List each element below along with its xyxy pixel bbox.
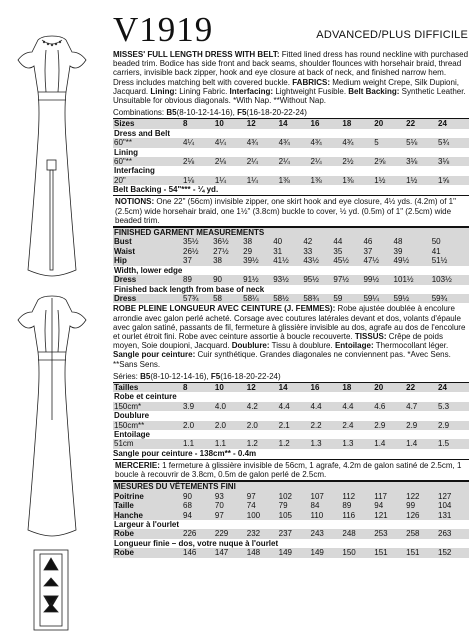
row-label: Dress bbox=[113, 275, 182, 284]
yardage-cell: 4¾ bbox=[310, 138, 342, 147]
entoilage-label: Entoilage: bbox=[334, 341, 374, 351]
yardage-cell: 5⅛ bbox=[405, 138, 437, 147]
row-label: Bust bbox=[113, 237, 182, 246]
pattern-number: V1919 bbox=[113, 10, 214, 49]
measurement-row bbox=[113, 492, 469, 501]
measurement-cell: 70 bbox=[214, 501, 246, 510]
interfacing-label: Interfacing: bbox=[229, 86, 274, 96]
fr-description-body: Robe ajustée doublée à encolure arrondie avec galon perlé acheté. Corsage avec coutures latérales devant et dos, volants d'épaule avec galon satiné, passants de fil, fermeture à glissière invisible au dos, agrafe au dos de l'encolure et ourlet étroit fini. Robe avec ceinture assortie à boucle recouverte. bbox=[113, 304, 466, 341]
measurement-cell: 59½ bbox=[393, 294, 431, 303]
measurement-row bbox=[113, 247, 469, 256]
yardage-cell: 1½ bbox=[405, 176, 437, 185]
dress-line-drawings bbox=[0, 0, 105, 637]
yardage-row bbox=[113, 439, 469, 448]
section-row bbox=[113, 430, 469, 439]
measurement-row bbox=[113, 511, 469, 520]
measurement-cell: 45½ bbox=[332, 256, 362, 265]
measurement-cell: 31 bbox=[272, 247, 302, 256]
finished-title: FINISHED GARMENT MEASUREMENTS bbox=[113, 228, 469, 238]
size-header-cell: 20 bbox=[373, 119, 405, 129]
section-label: Finished back length from base of neck bbox=[113, 285, 469, 294]
section-label: Lining bbox=[113, 148, 469, 157]
measurement-cell: 93½ bbox=[272, 275, 302, 284]
yardage-cell: 1.4 bbox=[405, 439, 437, 448]
lining-label: Lining: bbox=[150, 86, 178, 96]
combinations-line bbox=[113, 108, 469, 117]
yardage-cell: 2¼ bbox=[310, 157, 342, 166]
size-header-cell: 14 bbox=[278, 119, 310, 129]
measurement-cell: 47½ bbox=[362, 256, 392, 265]
yardage-cell: 1¼ bbox=[246, 176, 278, 185]
measurement-cell: 58¾ bbox=[302, 294, 332, 303]
yardage-cell: 1.1 bbox=[182, 439, 214, 448]
yardage-cell: 3⅛ bbox=[437, 157, 469, 166]
size-header-cell: 8 bbox=[182, 119, 214, 129]
measurement-cell: 90 bbox=[212, 275, 242, 284]
measurement-cell: 110 bbox=[310, 511, 342, 520]
measurement-cell: 43½ bbox=[302, 256, 332, 265]
measurement-cell: 121 bbox=[373, 511, 405, 520]
row-label: Dress bbox=[113, 294, 182, 303]
yardage-cell: 4.7 bbox=[405, 402, 437, 411]
size-header-cell: 18 bbox=[341, 382, 373, 392]
finished-title-row bbox=[113, 228, 469, 238]
measurement-cell: 152 bbox=[437, 548, 469, 557]
measurement-cell: 105 bbox=[278, 511, 310, 520]
yardage-cell: 4.0 bbox=[214, 402, 246, 411]
measurement-cell: 229 bbox=[214, 529, 246, 538]
measurement-cell: 58½ bbox=[272, 294, 302, 303]
measurement-cell: 148 bbox=[246, 548, 278, 557]
yardage-cell: 2.4 bbox=[341, 421, 373, 430]
measurement-cell: 147 bbox=[214, 548, 246, 557]
measurement-cell: 97 bbox=[214, 511, 246, 520]
measurement-cell: 42 bbox=[302, 237, 332, 246]
combo-f5-sizes: (16-18-20-22-24) bbox=[246, 108, 307, 118]
size-header-cell: 24 bbox=[437, 382, 469, 392]
measurement-cell: 248 bbox=[341, 529, 373, 538]
yardage-cell: 1⅝ bbox=[437, 176, 469, 185]
measurement-cell: 126 bbox=[405, 511, 437, 520]
entoilage-text: Thermocollant léger. bbox=[375, 341, 449, 351]
section-label: Interfacing bbox=[113, 166, 469, 175]
section-label: Largeur à l'ourlet bbox=[113, 520, 469, 529]
measurement-cell: 151 bbox=[405, 548, 437, 557]
yardage-cell: 1.3 bbox=[341, 439, 373, 448]
measurement-cell: 116 bbox=[341, 511, 373, 520]
measurement-cell: 112 bbox=[341, 492, 373, 501]
yardage-row bbox=[113, 176, 469, 185]
yardage-cell: 4¼ bbox=[182, 138, 214, 147]
measurement-cell: 150 bbox=[341, 548, 373, 557]
measurement-cell: 48 bbox=[393, 237, 431, 246]
series-line bbox=[113, 372, 469, 381]
yardage-cell: 1.2 bbox=[246, 439, 278, 448]
measurement-cell: 122 bbox=[405, 492, 437, 501]
belt-backing-text: Synthetic Leather. Unsuitable for obvious diagonals. *With Nap. **Without Nap. bbox=[113, 86, 466, 106]
size-header-cell: 16 bbox=[310, 382, 342, 392]
combo-b5-sizes: (8-10-12-14-16), bbox=[176, 108, 238, 118]
measurement-cell: 117 bbox=[373, 492, 405, 501]
row-label: Waist bbox=[113, 247, 182, 256]
measurement-cell: 127 bbox=[437, 492, 469, 501]
measurement-cell: 94 bbox=[182, 511, 214, 520]
measurement-cell: 27½ bbox=[212, 247, 242, 256]
row-label: Poitrine bbox=[113, 492, 182, 501]
section-label: Entoilage bbox=[113, 430, 469, 439]
envelope-content bbox=[113, 50, 469, 558]
yardage-cell: 4.2 bbox=[246, 402, 278, 411]
row-label: 60"** bbox=[113, 157, 182, 166]
sangle-row: Sangle pour ceinture - 138cm** - 0.4m bbox=[113, 448, 257, 458]
size-header-cell: 20 bbox=[373, 382, 405, 392]
finished-title-row bbox=[113, 482, 469, 492]
yardage-cell: 1⅜ bbox=[278, 176, 310, 185]
row-label: 150cm** bbox=[113, 421, 182, 430]
measurement-cell: 33 bbox=[302, 247, 332, 256]
yardage-row bbox=[113, 157, 469, 166]
section-row bbox=[113, 148, 469, 157]
measurement-cell: 97½ bbox=[332, 275, 362, 284]
measurement-cell: 41 bbox=[431, 247, 469, 256]
section-label: Robe et ceinture bbox=[113, 392, 469, 401]
yardage-cell: 2¼ bbox=[278, 157, 310, 166]
section-label: Width, lower edge bbox=[113, 266, 469, 275]
description-title: MISSES' FULL LENGTH DRESS WITH BELT: bbox=[113, 50, 280, 59]
belt-backing-row: Belt Backing - 54"*** - ¼ yd. bbox=[113, 185, 219, 195]
measurement-cell: 103½ bbox=[431, 275, 469, 284]
yardage-cell: 4.4 bbox=[341, 402, 373, 411]
lining-text: Lining Fabric. bbox=[179, 86, 228, 96]
yardage-cell: 1.1 bbox=[214, 439, 246, 448]
section-row bbox=[113, 166, 469, 175]
doublure-label: Doublure: bbox=[231, 341, 270, 351]
back-view-drawing bbox=[18, 296, 86, 536]
measurement-cell: 91½ bbox=[242, 275, 272, 284]
row-label: 150cm* bbox=[113, 402, 182, 411]
yardage-row bbox=[113, 138, 469, 147]
measurement-cell: 99 bbox=[405, 501, 437, 510]
yardage-row bbox=[113, 421, 469, 430]
combo-b5: B5 bbox=[166, 108, 177, 118]
size-header-cell: 18 bbox=[341, 119, 373, 129]
measurement-cell: 149 bbox=[278, 548, 310, 557]
notions-block bbox=[113, 195, 469, 227]
yardage-cell: 2⅛ bbox=[214, 157, 246, 166]
sangle-label: Sangle pour ceinture: bbox=[113, 350, 196, 360]
yardage-cell: 2.9 bbox=[437, 421, 469, 430]
row-label: 51cm bbox=[113, 439, 182, 448]
measurement-cell: 90 bbox=[182, 492, 214, 501]
yardage-cell: 2.0 bbox=[182, 421, 214, 430]
section-row bbox=[113, 285, 469, 294]
french-finished-table bbox=[113, 481, 469, 557]
notions-text: One 22" (56cm) invisible zipper, one skirt hook and eye closure, 4½ yds. (4.2m) of 1" (2.5cm) wide horsehair braid, one 1½" (3.8cm) buckle to cover, ½ yd. (0.5m) of 1" (2.5cm) wide beaded trim. bbox=[115, 197, 456, 225]
yardage-cell: 4.4 bbox=[278, 402, 310, 411]
english-yardage-table bbox=[113, 118, 469, 185]
measurement-cell: 253 bbox=[373, 529, 405, 538]
mercerie-label: MERCERIE: bbox=[115, 461, 160, 470]
yardage-cell: 1⅛ bbox=[182, 176, 214, 185]
measurement-cell: 58 bbox=[212, 294, 242, 303]
measurement-cell: 59¼ bbox=[362, 294, 392, 303]
yardage-row bbox=[113, 402, 469, 411]
measurement-cell: 243 bbox=[310, 529, 342, 538]
row-label: Robe bbox=[113, 529, 182, 538]
measurement-cell: 232 bbox=[246, 529, 278, 538]
notions-label: NOTIONS: bbox=[115, 197, 155, 207]
yardage-cell: 2½ bbox=[341, 157, 373, 166]
size-header-cell: 12 bbox=[246, 119, 278, 129]
measurement-cell: 49½ bbox=[393, 256, 431, 265]
measurement-row bbox=[113, 237, 469, 246]
yardage-cell: 2.9 bbox=[373, 421, 405, 430]
measurement-cell: 38 bbox=[242, 237, 272, 246]
yardage-cell: 2⅝ bbox=[373, 157, 405, 166]
measurement-cell: 74 bbox=[246, 501, 278, 510]
section-row bbox=[113, 129, 469, 138]
measurement-cell: 39½ bbox=[242, 256, 272, 265]
measurement-cell: 57¾ bbox=[182, 294, 212, 303]
measurement-cell: 151 bbox=[373, 548, 405, 557]
measurement-row bbox=[113, 548, 469, 557]
fabrics-label: FABRICS: bbox=[292, 77, 330, 87]
measurement-cell: 40 bbox=[272, 237, 302, 246]
size-header-row bbox=[113, 382, 469, 392]
section-row bbox=[113, 520, 469, 529]
row-label: 60"** bbox=[113, 138, 182, 147]
measurement-cell: 79 bbox=[278, 501, 310, 510]
size-header-cell: 22 bbox=[405, 382, 437, 392]
yardage-cell: 5¾ bbox=[437, 138, 469, 147]
tissus-text: Crêpe de poids moyen, Soie doupioni, Jacquard. bbox=[113, 331, 443, 351]
measurement-cell: 131 bbox=[437, 511, 469, 520]
measurement-cell: 99½ bbox=[362, 275, 392, 284]
row-label: Taille bbox=[113, 501, 182, 510]
measurement-cell: 59 bbox=[332, 294, 362, 303]
measurement-cell: 107 bbox=[310, 492, 342, 501]
french-yardage-table bbox=[113, 382, 469, 449]
measurement-cell: 93 bbox=[214, 492, 246, 501]
measurement-cell: 146 bbox=[182, 548, 214, 557]
yardage-cell: 3⅛ bbox=[405, 157, 437, 166]
measurement-cell: 226 bbox=[182, 529, 214, 538]
yardage-cell: 1⅜ bbox=[341, 176, 373, 185]
technical-drawings bbox=[0, 0, 105, 637]
size-header-label: Sizes bbox=[113, 119, 182, 129]
row-label: Hanche bbox=[113, 511, 182, 520]
series-f5-sizes: (16-18-20-22-24) bbox=[220, 371, 281, 381]
size-header-label: Tailles bbox=[113, 382, 182, 392]
front-view-drawing bbox=[18, 36, 86, 276]
layout-guide bbox=[34, 550, 68, 630]
series-b5: B5 bbox=[140, 371, 151, 381]
measurement-cell: 59¾ bbox=[431, 294, 469, 303]
measurement-row bbox=[113, 256, 469, 265]
measurement-row bbox=[113, 294, 469, 303]
section-row bbox=[113, 266, 469, 275]
combo-f5: F5 bbox=[237, 108, 247, 118]
yardage-cell: 4.6 bbox=[373, 402, 405, 411]
size-header-cell: 8 bbox=[182, 382, 214, 392]
mercerie-block bbox=[113, 459, 469, 481]
sangle-text: Cuir synthétique. Grandes diagonales ne conviennent pas. *Avec Sens. **Sans Sens. bbox=[113, 350, 451, 369]
size-header-cell: 24 bbox=[437, 119, 469, 129]
size-header-cell: 14 bbox=[278, 382, 310, 392]
series-label: Séries: bbox=[113, 371, 141, 381]
measurement-cell: 44 bbox=[332, 237, 362, 246]
measurement-cell: 94 bbox=[373, 501, 405, 510]
difficulty-level: ADVANCED/PLUS DIFFICILE bbox=[316, 29, 468, 41]
yardage-cell: 3.9 bbox=[182, 402, 214, 411]
measurement-cell: 104 bbox=[437, 501, 469, 510]
measurement-cell: 36½ bbox=[212, 237, 242, 246]
yardage-cell: 2⅛ bbox=[182, 157, 214, 166]
size-header-cell: 10 bbox=[214, 382, 246, 392]
measurement-row bbox=[113, 501, 469, 510]
interfacing-text: Lightweight Fusible. bbox=[275, 86, 347, 96]
yardage-cell: 2¼ bbox=[246, 157, 278, 166]
measurement-cell: 35 bbox=[332, 247, 362, 256]
yardage-cell: 4.4 bbox=[310, 402, 342, 411]
measurement-row bbox=[113, 275, 469, 284]
measurement-cell: 95½ bbox=[302, 275, 332, 284]
tissus-label: TISSUS: bbox=[354, 331, 387, 341]
english-finished-table bbox=[113, 227, 469, 303]
yardage-cell: 1¼ bbox=[214, 176, 246, 185]
measurement-cell: 258 bbox=[405, 529, 437, 538]
size-header-cell: 16 bbox=[310, 119, 342, 129]
yardage-cell: 4¼ bbox=[214, 138, 246, 147]
measurement-cell: 37 bbox=[182, 256, 212, 265]
english-description bbox=[113, 50, 469, 105]
french-description bbox=[113, 304, 469, 368]
measurement-cell: 101½ bbox=[393, 275, 431, 284]
yardage-cell: 5 bbox=[373, 138, 405, 147]
measurement-cell: 97 bbox=[246, 492, 278, 501]
series-f5: F5 bbox=[210, 371, 221, 381]
section-row bbox=[113, 411, 469, 420]
measurement-cell: 39 bbox=[393, 247, 431, 256]
fr-description-title: ROBE PLEINE LONGUEUR AVEC CEINTURE (J. FEMMES): bbox=[113, 304, 336, 314]
series-b5-sizes: (8-10-12-14-16), bbox=[150, 371, 211, 381]
yardage-cell: 1⅜ bbox=[310, 176, 342, 185]
yardage-cell: 1.2 bbox=[278, 439, 310, 448]
section-label: Longueur finie – dos, votre nuque à l'ourlet bbox=[113, 539, 469, 548]
measurement-cell: 50 bbox=[431, 237, 469, 246]
row-label: Robe bbox=[113, 548, 182, 557]
yardage-cell: 2.9 bbox=[405, 421, 437, 430]
section-label: Doublure bbox=[113, 411, 469, 420]
measurement-cell: 237 bbox=[278, 529, 310, 538]
measurement-cell: 149 bbox=[310, 548, 342, 557]
doublure-text: Tissu à doublure. bbox=[271, 341, 333, 351]
yardage-cell: 1.5 bbox=[437, 439, 469, 448]
belt-drawing bbox=[47, 160, 56, 270]
measurement-cell: 68 bbox=[182, 501, 214, 510]
yardage-cell: 4¾ bbox=[341, 138, 373, 147]
row-label: Hip bbox=[113, 256, 182, 265]
measurement-cell: 102 bbox=[278, 492, 310, 501]
mercerie-text: 1 fermeture à glissière invisible de 56cm, 1 agrafe, 4.2m de galon satiné de 2.5cm, 1 boucle à recouvrir de 3.8cm, 0.5m de galon perlé de 2.5cm. bbox=[115, 461, 462, 480]
measurement-cell: 100 bbox=[246, 511, 278, 520]
yardage-cell: 1.4 bbox=[373, 439, 405, 448]
yardage-cell: 2.0 bbox=[246, 421, 278, 430]
finished-title: MESURES DU VÊTEMENTS FINI bbox=[113, 482, 469, 492]
yardage-cell: 1.3 bbox=[310, 439, 342, 448]
measurement-cell: 263 bbox=[437, 529, 469, 538]
yardage-cell: 2.2 bbox=[310, 421, 342, 430]
measurement-cell: 84 bbox=[310, 501, 342, 510]
yardage-cell: 5.3 bbox=[437, 402, 469, 411]
measurement-cell: 41½ bbox=[272, 256, 302, 265]
row-label: 20" bbox=[113, 176, 182, 185]
measurement-cell: 35½ bbox=[182, 237, 212, 246]
measurement-cell: 46 bbox=[362, 237, 392, 246]
size-header-cell: 12 bbox=[246, 382, 278, 392]
size-header-cell: 22 bbox=[405, 119, 437, 129]
section-label: Dress and Belt bbox=[113, 129, 469, 138]
yardage-cell: 4¾ bbox=[278, 138, 310, 147]
yardage-cell: 2.0 bbox=[214, 421, 246, 430]
measurement-cell: 29 bbox=[242, 247, 272, 256]
combinations-label: Combinations: bbox=[113, 108, 167, 118]
measurement-cell: 89 bbox=[182, 275, 212, 284]
yardage-cell: 4¾ bbox=[246, 138, 278, 147]
description-body: Fitted lined dress has round neckline with purchased beaded trim. Bodice has side front and back seams, shoulder flounces with horsehair braid, thread carriers, invisible back zipper, hook and eye closure at back of neck, and finished narrow hem. Dress includes matching belt with covered buckle. bbox=[113, 50, 469, 87]
measurement-row bbox=[113, 529, 469, 538]
measurement-cell: 37 bbox=[362, 247, 392, 256]
measurement-cell: 51½ bbox=[431, 256, 469, 265]
size-header-cell: 10 bbox=[214, 119, 246, 129]
fabrics-text: Medium weight Crepe, Silk Dupioni, Jacquard. bbox=[113, 77, 459, 96]
measurement-cell: 58¼ bbox=[242, 294, 272, 303]
measurement-cell: 89 bbox=[341, 501, 373, 510]
yardage-cell: 1½ bbox=[373, 176, 405, 185]
belt-backing-label: Belt Backing: bbox=[348, 86, 400, 96]
size-header-row bbox=[113, 119, 469, 129]
section-row bbox=[113, 392, 469, 401]
measurement-cell: 26½ bbox=[182, 247, 212, 256]
yardage-cell: 2.1 bbox=[278, 421, 310, 430]
measurement-cell: 38 bbox=[212, 256, 242, 265]
section-row bbox=[113, 539, 469, 548]
